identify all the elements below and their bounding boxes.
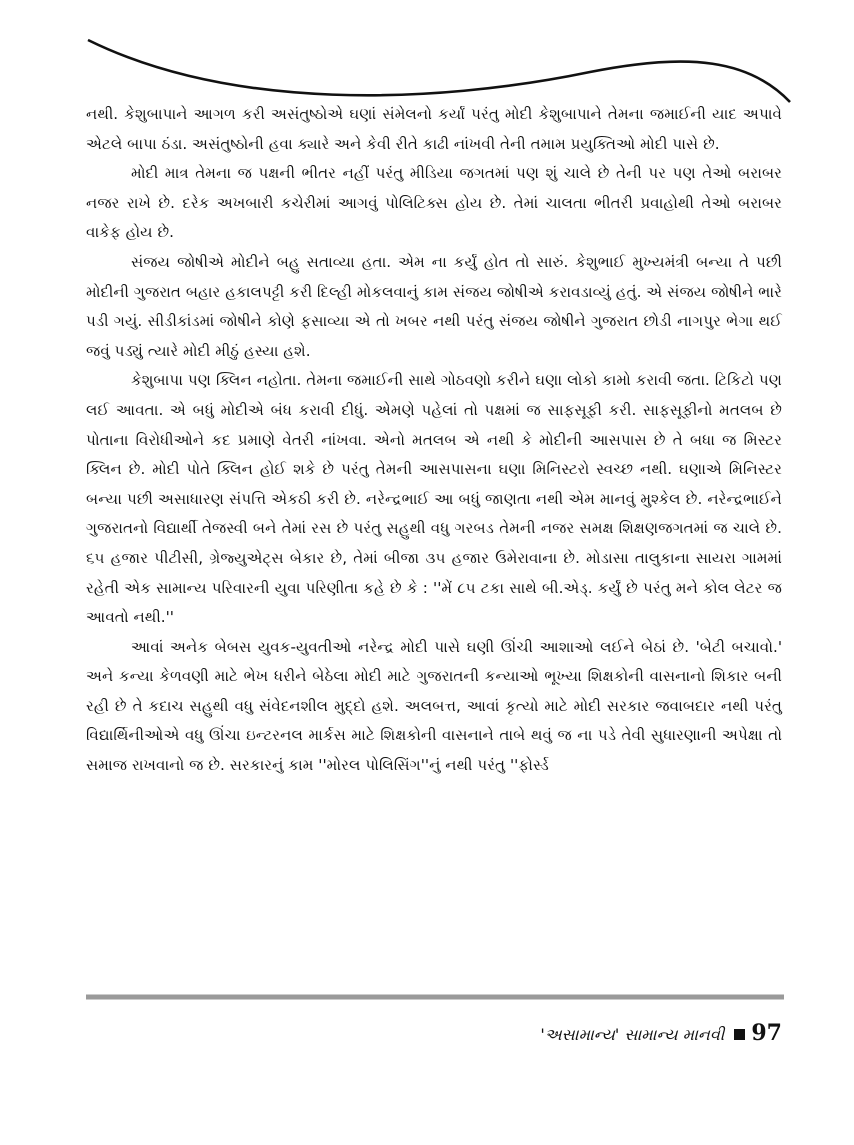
body-text bbox=[86, 100, 782, 781]
paragraph-2: મોદી માત્ર તેમના જ પક્ષની ભીતર નહીં પરંતુ મીડિયા જગતમાં પણ શું ચાલે છે તેની પર પણ તેઓ બરાબર નજર રાખે છે. દરેક અખબારી કચેરીમાં આગવું પોલિટિક્સ હોય છે. તેમાં ચાલતા ભીતરી પ્રવાહોથી તેઓ બરાબર વાકેફ હોય છે. bbox=[86, 164, 782, 242]
square-bullet-icon bbox=[734, 1029, 745, 1040]
top-wave-decoration bbox=[88, 40, 790, 102]
paragraph-1: નથી. કેશુબાપાને આગળ કરી અસંતુષ્ઠોએ ઘણાં સંમેલનો કર્યાં પરંતુ મોદી કેશુબાપાને તેમના જમાઈની યાદ અપાવે એટલે બાપા ઠંડા. અસંતુષ્ઠોની હવા ક્યારે અને કેવી રીતે કાઢી નાંખવી તેની તમામ પ્રયુક્તિઓ મોદી પાસે છે. bbox=[86, 105, 782, 153]
paragraph-5: આવાં અનેક બેબસ યુવક-યુવતીઓ નરેન્દ્ર મોદી પાસે ઘણી ઊંચી આશાઓ લઈને બેઠાં છે. 'બેટી બચાવો.' અને કન્યા કેળવણી માટે ભેખ ધરીને બેઠેલા મોદી માટે ગુજરાતની કન્યાઓ ભૂખ્યા શિક્ષકોની વાસનાનો શિકાર બની રહી છે તે કદાચ સહુથી વધુ સંવેદનશીલ મુદ્દો હશે. અલબત્ત, આવાં કૃત્યો માટે મોદી સરકાર જવાબદાર નથી પરંતુ વિદ્યાર્થિનીઓએ વધુ ઊંચા ઇન્ટરનલ માર્કસ માટે શિક્ષકોની વાસનાને તાબે થવું જ ના પડે તેવી સુધારણાની અપેક્ષા તો સમાજ રાખવાનો જ છે. સરકારનું કામ ''મોરલ પોલિસિંગ''નું નથી પરંતુ ''ફોર્સ્ડ bbox=[86, 637, 782, 775]
book-title: 'અસામાન્ય' સામાન્ય માનવી bbox=[540, 1025, 725, 1044]
paragraph-3: સંજય જોષીએ મોદીને બહુ સતાવ્યા હતા. એમ ના કર્યું હોત તો સારું. કેશુભાઈ મુખ્યમંત્રી બન્યા તે પછી મોદીની ગુજરાત બહાર હકાલપટ્ટી કરી દિલ્હી મોકલવાનું કામ સંજય જોષીએ કરાવડાવ્યું હતું. એ સંજય જોષીને ભારે પડી ગયું. સીડીકાંડમાં જોષીને કોણે ફસાવ્યા એ તો ખબર નથી પરંતુ સંજય જોષીને ગુજરાત છોડી નાગપુર ભેગા થઈ જવું પડ્યું ત્યારે મોદી મીઠું હસ્યા હશે. bbox=[86, 252, 782, 360]
page-footer bbox=[470, 1020, 782, 1046]
paragraph-4: કેશુબાપા પણ ક્લિન નહોતા. તેમના જમાઈની સાથે ગોઠવણો કરીને ઘણા લોકો કામો કરાવી જતા. ટિકિટો પણ લઈ આવતા. એ બધું મોદીએ બંધ કરાવી દીધું. એમણે પહેલાં તો પક્ષમાં જ સાફસૂફી કરી. સાફસૂફીનો મતલબ છે પોતાના વિરોધીઓને કદ પ્રમાણે વેતરી નાંખવા. એનો મતલબ એ નથી કે મોદીની આસપાસ છે તે બધા જ મિસ્ટર ક્લિન છે. મોદી પોતે ક્લિન હોઈ શકે છે પરંતુ તેમની આસપાસના ઘણા મિનિસ્ટરો સ્વચ્છ નથી. ઘણાએ મિનિસ્ટર બન્યા પછી અસાધારણ સંપત્તિ એકઠી કરી છે. નરેન્દ્રભાઈ આ બધું જાણતા નથી એમ માનવું મુશ્કેલ છે. નરેન્દ્રભાઈને ગુજરાતનો વિદ્યાર્થી તેજસ્વી બને તેમાં રસ છે પરંતુ સહુથી વધુ ગરબડ તેમની નજર સમક્ષ શિક્ષણજગતમાં જ ચાલે છે. ૬૫ હજાર પીટીસી, ગ્રેજ્યુએટ્સ બેકાર છે, તેમાં બીજા ૩૫ હજાર ઉમેરાવાના છે. મોડાસા તાલુકાના સાયરા ગામમાં રહેતી એક સામાન્ય પરિવારની યુવા પરિણીતા કહે છે કે : ''મેં ૮૫ ટકા સાથે બી.એડ્. કર્યું છે પરંતુ મને કોલ લેટર જ આવતો નથી.'' bbox=[86, 371, 782, 627]
page-number: 97 bbox=[751, 1020, 782, 1046]
